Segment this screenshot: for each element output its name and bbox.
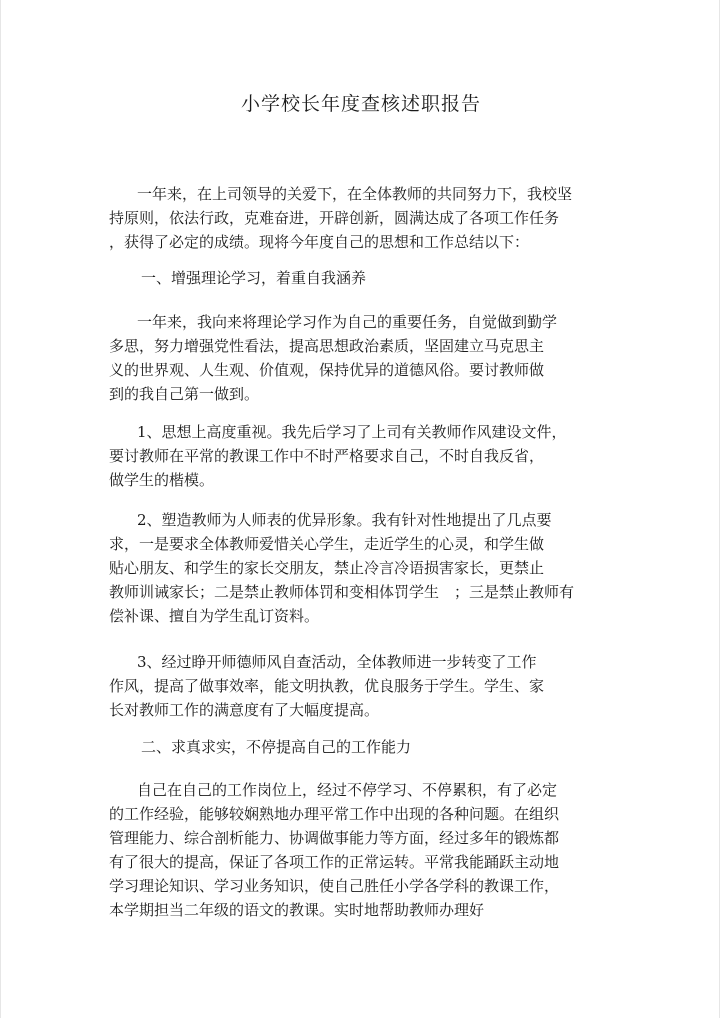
item2-paragraph [109,508,595,628]
section1-line: 一年来，我向来将理论学习作为自己的重要任务，自觉做到勤学 [137,313,558,331]
section1-line: 义的世界观、人生观、价值观，保持优异的道德风俗。要讨教师做 [109,361,545,379]
section2-line: 本学期担当二年级的语文的教课。实时地帮助教师办理好 [109,901,485,919]
section1-paragraph [109,310,595,406]
section2-line: 有了很大的提高，保证了各项工作的正常运转。平常我能踊跃主动地 [109,853,560,871]
section2-paragraph [109,778,595,922]
section1-line: 多思，努力增强党性看法，提高思想政治素质，坚固建立马克思主 [109,337,545,355]
item1-paragraph [109,420,595,492]
item3-paragraph [109,650,595,722]
item3-line: 长对教师工作的满意度有了大幅度提高。 [109,701,380,719]
section2-line: 的工作经验，能够较娴熟地办理平常工作中出现的各种问题。在组织 [109,805,560,823]
item3-line: 作风，提高了做事效率，能文明执教，优良服务于学生。学生、家 [109,677,545,695]
item2-line: 2、塑造教师为人师表的优异形象。我有针对性地提出了几点要 [137,511,552,529]
item1-line: 1、思想上高度重视。我先后学习了上司有关教师作风建设文件， [137,423,567,441]
intro-line: ，获得了必定的成绩。现将今年度自己的思想和工作总结以下： [109,233,530,251]
intro-line: 一年来，在上司领导的关爱下，在全体教师的共同努力下，我校坚 [137,185,573,203]
item3-line: 3、经过睁开师德师风自查活动，全体教师进一步转变了工作 [137,653,537,671]
item1-line: 做学生的楷模。 [109,471,215,489]
item2-line: 求，一是要求全体教师爱惜关心学生，走近学生的心灵，和学生做 [109,535,545,553]
section1-heading: 一、增强理论学习，着重自我涵养 [141,269,367,287]
item1-line: 要讨教师在平常的教课工作中不时严格要求自己，不时自我反省， [109,447,545,465]
section2-line: 自己在自己的工作岗位上，经过不停学习、不停累积，有了必定 [137,781,558,799]
intro-line: 持原则，依法行政，克难奋进，开辟创新，圆满达成了各项工作任务 [109,209,560,227]
section1-line: 到的我自己第一做到。 [109,385,260,403]
item2-line: 偿补课、擅自为学生乱订资料。 [109,607,320,625]
section2-heading: 二、求真求实，不停提高自己的工作能力 [141,738,412,756]
section2-line: 学习理论知识、学习业务知识，使自己胜任小学各学科的教课工作， [109,877,560,895]
document-title: 小学校长年度查核述职报告 [240,93,481,115]
section2-line: 管理能力、综合剖析能力、协调做事能力等方面，经过多年的锻炼都 [109,829,560,847]
item2-line: 教师训诫家长；二是禁止教师体罚和变相体罚学生 ；三是禁止教师有 [109,583,575,601]
item2-line: 贴心朋友、和学生的家长交朋友，禁止冷言冷语损害家长，更禁止 [109,559,545,577]
intro-paragraph [109,182,595,254]
